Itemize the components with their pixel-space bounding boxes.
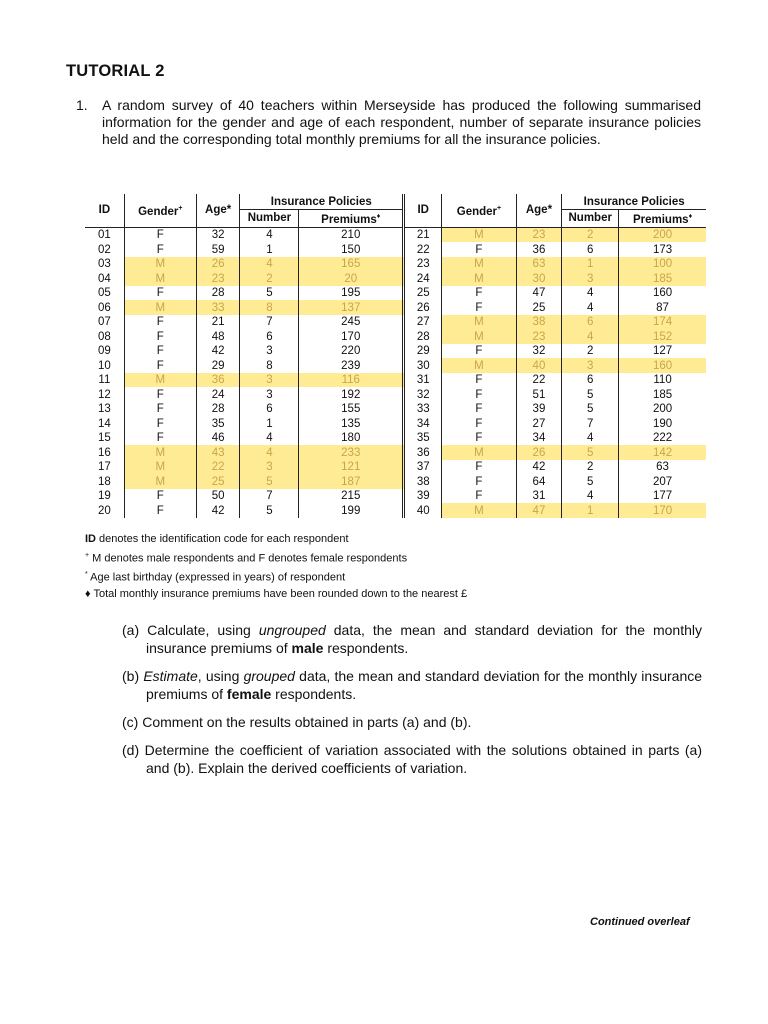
cell-number-right: 4	[562, 489, 619, 504]
header-number: Number	[240, 210, 299, 228]
table-row	[85, 474, 706, 489]
cell-id-right: 24	[404, 271, 442, 286]
cell-id-left: 11	[85, 373, 124, 388]
cell-age-left: 22	[196, 460, 240, 475]
cell-age-right: 47	[516, 286, 562, 301]
cell-gender-left: F	[124, 416, 196, 431]
cell-id-left: 12	[85, 387, 124, 402]
cell-premium-left: 165	[299, 257, 404, 272]
cell-premium-left: 150	[299, 242, 404, 257]
cell-premium-right: 142	[619, 445, 706, 460]
note-age: * Age last birthday (expressed in years) of respondent	[85, 570, 346, 584]
part-d: (d) Determine the coefficient of variation associated with the solutions obtained in parts (a) and (b). Explain the derived coefficients of variation.	[122, 742, 702, 776]
cell-number-left: 3	[240, 460, 299, 475]
cell-number-left: 1	[240, 416, 299, 431]
cell-id-left: 09	[85, 344, 124, 359]
cell-id-left: 14	[85, 416, 124, 431]
cell-premium-right: 200	[652, 403, 673, 416]
cell-gender-left: F	[124, 358, 196, 373]
cell-age-right: 25	[516, 300, 562, 315]
cell-age-left: 23	[196, 271, 240, 286]
cell-gender-left: F	[124, 387, 196, 402]
header-id-2: ID	[404, 194, 442, 227]
cell-premium-left: 20	[299, 271, 404, 286]
cell-premium-left: 199	[299, 503, 404, 518]
cell-id-right: 22	[404, 242, 442, 257]
cell-number-left: 3	[240, 344, 299, 359]
cell-gender-right: M	[442, 503, 516, 518]
header-id: ID	[85, 194, 124, 227]
cell-premium-right: 63	[656, 461, 669, 474]
cell-premium-right: 185	[619, 271, 706, 286]
cell-id-right: 34	[404, 416, 442, 431]
cell-id-left: 19	[85, 489, 124, 504]
table-row	[85, 503, 706, 518]
cell-premium-right: 207	[652, 475, 673, 488]
cell-gender-left: M	[124, 373, 196, 388]
cell-premium-left: 195	[299, 286, 404, 301]
table-row	[85, 227, 706, 242]
part-a: (a) Calculate, using ungrouped data, the mean and standard deviation for the monthly insurance premiums of male respondents.	[122, 622, 702, 656]
cell-age-right: 63	[516, 257, 562, 272]
cell-gender-right: F	[442, 373, 516, 388]
cell-age-left: 29	[196, 358, 240, 373]
cell-id-right: 35	[404, 431, 442, 446]
header-age-2: Age*	[516, 194, 562, 227]
cell-premium-left: 215	[299, 489, 404, 504]
cell-number-left: 6	[240, 329, 299, 344]
cell-gender-right: M	[442, 271, 516, 286]
cell-gender-right: M	[442, 315, 516, 330]
header-insurance-policies: Insurance Policies	[240, 194, 404, 210]
question-number: 1.	[76, 97, 88, 113]
table-body	[85, 227, 706, 518]
cell-number-right: 3	[562, 358, 619, 373]
cell-age-right: 42	[516, 460, 562, 475]
cell-premium-right: 152	[619, 329, 706, 344]
table-row	[85, 489, 706, 504]
cell-age-left: 21	[196, 315, 240, 330]
table-notes	[85, 531, 467, 602]
cell-id-right: 21	[404, 227, 442, 242]
cell-id-right: 26	[404, 300, 442, 315]
cell-number-left: 6	[240, 402, 299, 417]
cell-age-right: 47	[516, 503, 562, 518]
cell-id-right: 37	[404, 460, 442, 475]
cell-id-right: 36	[404, 445, 442, 460]
cell-id-right: 32	[404, 387, 442, 402]
cell-age-right: 23	[516, 329, 562, 344]
table-row	[85, 286, 706, 301]
cell-gender-left: F	[124, 503, 196, 518]
cell-gender-right: F	[442, 344, 516, 359]
cell-premium-left: 170	[299, 329, 404, 344]
table-row	[85, 416, 706, 431]
cell-age-right: 38	[516, 315, 562, 330]
cell-age-right: 34	[516, 431, 562, 446]
cell-number-left: 4	[240, 257, 299, 272]
cell-premium-left: 137	[299, 300, 404, 315]
header-gender-2: Gender+	[442, 194, 516, 227]
cell-number-left: 7	[240, 315, 299, 330]
cell-age-left: 35	[196, 416, 240, 431]
table-row	[85, 358, 706, 373]
cell-age-left: 48	[196, 329, 240, 344]
cell-gender-left: F	[124, 227, 196, 242]
cell-age-right: 23	[516, 227, 562, 242]
cell-number-right: 1	[562, 503, 619, 518]
cell-gender-left: M	[124, 300, 196, 315]
cell-age-right: 26	[516, 445, 562, 460]
table-row	[85, 387, 706, 402]
cell-id-left: 05	[85, 286, 124, 301]
cell-number-left: 4	[240, 445, 299, 460]
cell-number-right: 6	[562, 315, 619, 330]
cell-gender-left: M	[124, 257, 196, 272]
cell-gender-left: M	[124, 271, 196, 286]
cell-age-left: 24	[196, 387, 240, 402]
question-parts	[122, 621, 702, 787]
cell-number-right: 4	[562, 286, 619, 301]
cell-premium-left: 220	[299, 344, 404, 359]
cell-premium-right: 177	[652, 490, 673, 503]
header-gender: Gender+	[124, 194, 196, 227]
cell-id-left: 15	[85, 431, 124, 446]
page-title: TUTORIAL 2	[66, 62, 165, 80]
cell-number-right: 1	[562, 257, 619, 272]
cell-premium-left: 187	[299, 474, 404, 489]
cell-gender-right: F	[442, 300, 516, 315]
cell-id-left: 01	[85, 227, 124, 242]
part-c: (c) Comment on the results obtained in parts (a) and (b).	[122, 714, 472, 730]
cell-age-left: 36	[196, 373, 240, 388]
cell-number-right: 4	[562, 329, 619, 344]
table-row	[85, 257, 706, 272]
cell-id-right: 31	[404, 373, 442, 388]
cell-number-right: 6	[562, 242, 619, 257]
cell-id-left: 20	[85, 503, 124, 518]
cell-gender-left: F	[124, 402, 196, 417]
table-row	[85, 300, 706, 315]
cell-gender-right: M	[442, 257, 516, 272]
cell-id-right: 39	[404, 489, 442, 504]
cell-age-right: 22	[516, 373, 562, 388]
table-row	[85, 242, 706, 257]
cell-premium-right: 222	[652, 432, 673, 445]
cell-premium-left: 233	[299, 445, 404, 460]
cell-id-right: 23	[404, 257, 442, 272]
part-b: (b) Estimate, using grouped data, the mean and standard deviation for the monthly insurance premiums of female respondents.	[122, 668, 703, 702]
cell-number-right: 5	[562, 445, 619, 460]
cell-gender-left: F	[124, 242, 196, 257]
cell-age-left: 46	[196, 431, 240, 446]
cell-id-left: 06	[85, 300, 124, 315]
cell-premium-right: 170	[619, 503, 706, 518]
cell-age-left: 28	[196, 286, 240, 301]
cell-id-right: 40	[404, 503, 442, 518]
cell-id-left: 18	[85, 474, 124, 489]
table-row	[85, 460, 706, 475]
cell-id-right: 27	[404, 315, 442, 330]
cell-id-left: 16	[85, 445, 124, 460]
cell-gender-left: F	[124, 344, 196, 359]
cell-premium-left: 192	[299, 387, 404, 402]
cell-id-left: 13	[85, 402, 124, 417]
cell-gender-left: M	[124, 474, 196, 489]
cell-gender-right: M	[442, 329, 516, 344]
cell-gender-right: M	[442, 227, 516, 242]
cell-gender-right: F	[442, 242, 516, 257]
cell-number-left: 1	[240, 242, 299, 257]
cell-premium-right: 100	[619, 257, 706, 272]
cell-id-left: 02	[85, 242, 124, 257]
cell-age-left: 25	[196, 474, 240, 489]
cell-number-right: 2	[562, 227, 619, 242]
cell-number-right: 4	[562, 300, 619, 315]
cell-age-right: 39	[516, 402, 562, 417]
cell-premium-right: 190	[652, 417, 673, 430]
cell-gender-right: F	[442, 286, 516, 301]
cell-age-right: 31	[516, 489, 562, 504]
header-premiums: Premiums♦	[299, 210, 404, 228]
cell-premium-right: 127	[652, 345, 673, 358]
cell-number-right: 2	[562, 460, 619, 475]
cell-gender-right: F	[442, 460, 516, 475]
cell-age-left: 33	[196, 300, 240, 315]
cell-gender-left: F	[124, 431, 196, 446]
cell-premium-right: 160	[619, 358, 706, 373]
header-insurance-policies-2: Insurance Policies	[562, 194, 706, 210]
cell-id-left: 03	[85, 257, 124, 272]
cell-gender-right: M	[442, 358, 516, 373]
cell-age-left: 50	[196, 489, 240, 504]
cell-gender-right: F	[442, 416, 516, 431]
cell-age-right: 36	[516, 242, 562, 257]
cell-premium-right: 173	[652, 243, 673, 256]
cell-age-left: 28	[196, 402, 240, 417]
table-row	[85, 329, 706, 344]
cell-age-left: 42	[196, 503, 240, 518]
cell-number-left: 5	[240, 474, 299, 489]
cell-number-right: 5	[562, 387, 619, 402]
cell-number-right: 7	[562, 416, 619, 431]
cell-age-left: 42	[196, 344, 240, 359]
cell-number-left: 4	[240, 227, 299, 242]
note-id: ID denotes the identification code for each respondent	[85, 533, 349, 545]
cell-age-left: 32	[196, 227, 240, 242]
cell-number-left: 3	[240, 373, 299, 388]
cell-premium-right: 110	[653, 374, 672, 387]
header-age: Age*	[196, 194, 240, 227]
cell-premium-left: 116	[299, 373, 404, 388]
table-header-row-1	[85, 194, 706, 210]
cell-gender-right: F	[442, 387, 516, 402]
header-premiums-2: Premiums♦	[619, 210, 706, 228]
cell-number-left: 4	[240, 431, 299, 446]
cell-age-right: 30	[516, 271, 562, 286]
cell-number-left: 5	[240, 503, 299, 518]
cell-age-left: 59	[196, 242, 240, 257]
cell-premium-left: 135	[299, 416, 404, 431]
cell-gender-right: M	[442, 445, 516, 460]
cell-age-left: 26	[196, 257, 240, 272]
cell-id-right: 33	[404, 402, 442, 417]
cell-gender-left: F	[124, 286, 196, 301]
cell-age-right: 40	[516, 358, 562, 373]
cell-number-left: 8	[240, 358, 299, 373]
cell-premium-left: 121	[299, 460, 404, 475]
cell-premium-left: 245	[299, 315, 404, 330]
cell-id-right: 28	[404, 329, 442, 344]
cell-number-left: 8	[240, 300, 299, 315]
cell-premium-left: 180	[299, 431, 404, 446]
table-row	[85, 315, 706, 330]
cell-id-right: 29	[404, 344, 442, 359]
cell-age-left: 43	[196, 445, 240, 460]
cell-premium-left: 239	[299, 358, 404, 373]
cell-premium-right: 200	[619, 227, 706, 242]
cell-number-left: 2	[240, 271, 299, 286]
cell-premium-right: 185	[652, 388, 673, 401]
cell-premium-right: 87	[656, 301, 669, 314]
cell-id-right: 25	[404, 286, 442, 301]
cell-gender-left: F	[124, 329, 196, 344]
cell-id-right: 30	[404, 358, 442, 373]
note-gender: + M denotes male respondents and F denotes female respondents	[85, 551, 408, 565]
table-row	[85, 402, 706, 417]
cell-age-right: 32	[516, 344, 562, 359]
cell-number-left: 5	[240, 286, 299, 301]
cell-id-left: 04	[85, 271, 124, 286]
table-row	[85, 373, 706, 388]
cell-age-right: 64	[516, 474, 562, 489]
cell-gender-right: F	[442, 402, 516, 417]
cell-gender-right: F	[442, 431, 516, 446]
cell-number-right: 2	[562, 344, 619, 359]
cell-gender-left: F	[124, 489, 196, 504]
cell-id-right: 38	[404, 474, 442, 489]
table-row	[85, 271, 706, 286]
header-number-2: Number	[562, 210, 619, 228]
cell-number-right: 6	[562, 373, 619, 388]
cell-gender-left: M	[124, 445, 196, 460]
table-row	[85, 445, 706, 460]
cell-number-right: 3	[562, 271, 619, 286]
cell-gender-left: M	[124, 460, 196, 475]
cell-premium-right: 174	[619, 315, 706, 330]
cell-age-right: 27	[516, 416, 562, 431]
cell-id-left: 08	[85, 329, 124, 344]
cell-number-right: 5	[562, 474, 619, 489]
note-premium: ♦ Total monthly insurance premiums have been rounded down to the nearest £	[85, 587, 468, 600]
cell-age-right: 51	[516, 387, 562, 402]
cell-gender-left: F	[124, 315, 196, 330]
survey-table	[85, 194, 706, 518]
cell-id-left: 10	[85, 358, 124, 373]
cell-gender-right: F	[442, 474, 516, 489]
cell-gender-right: F	[442, 489, 516, 504]
cell-number-right: 5	[562, 402, 619, 417]
table-row	[85, 344, 706, 359]
question-text: A random survey of 40 teachers within Merseyside has produced the following summarised information for the gender and age of each respondent, number of separate insurance policies held and the corresponding total monthly premiums for all the insurance policies.	[102, 97, 701, 147]
cell-id-left: 17	[85, 460, 124, 475]
cell-number-right: 4	[562, 431, 619, 446]
cell-premium-right: 160	[652, 287, 673, 300]
cell-number-left: 3	[240, 387, 299, 402]
cell-id-left: 07	[85, 315, 124, 330]
cell-premium-left: 155	[299, 402, 404, 417]
continued-overleaf: Continued overleaf	[590, 916, 690, 928]
cell-premium-left: 210	[299, 227, 404, 242]
cell-number-left: 7	[240, 489, 299, 504]
table-row	[85, 431, 706, 446]
